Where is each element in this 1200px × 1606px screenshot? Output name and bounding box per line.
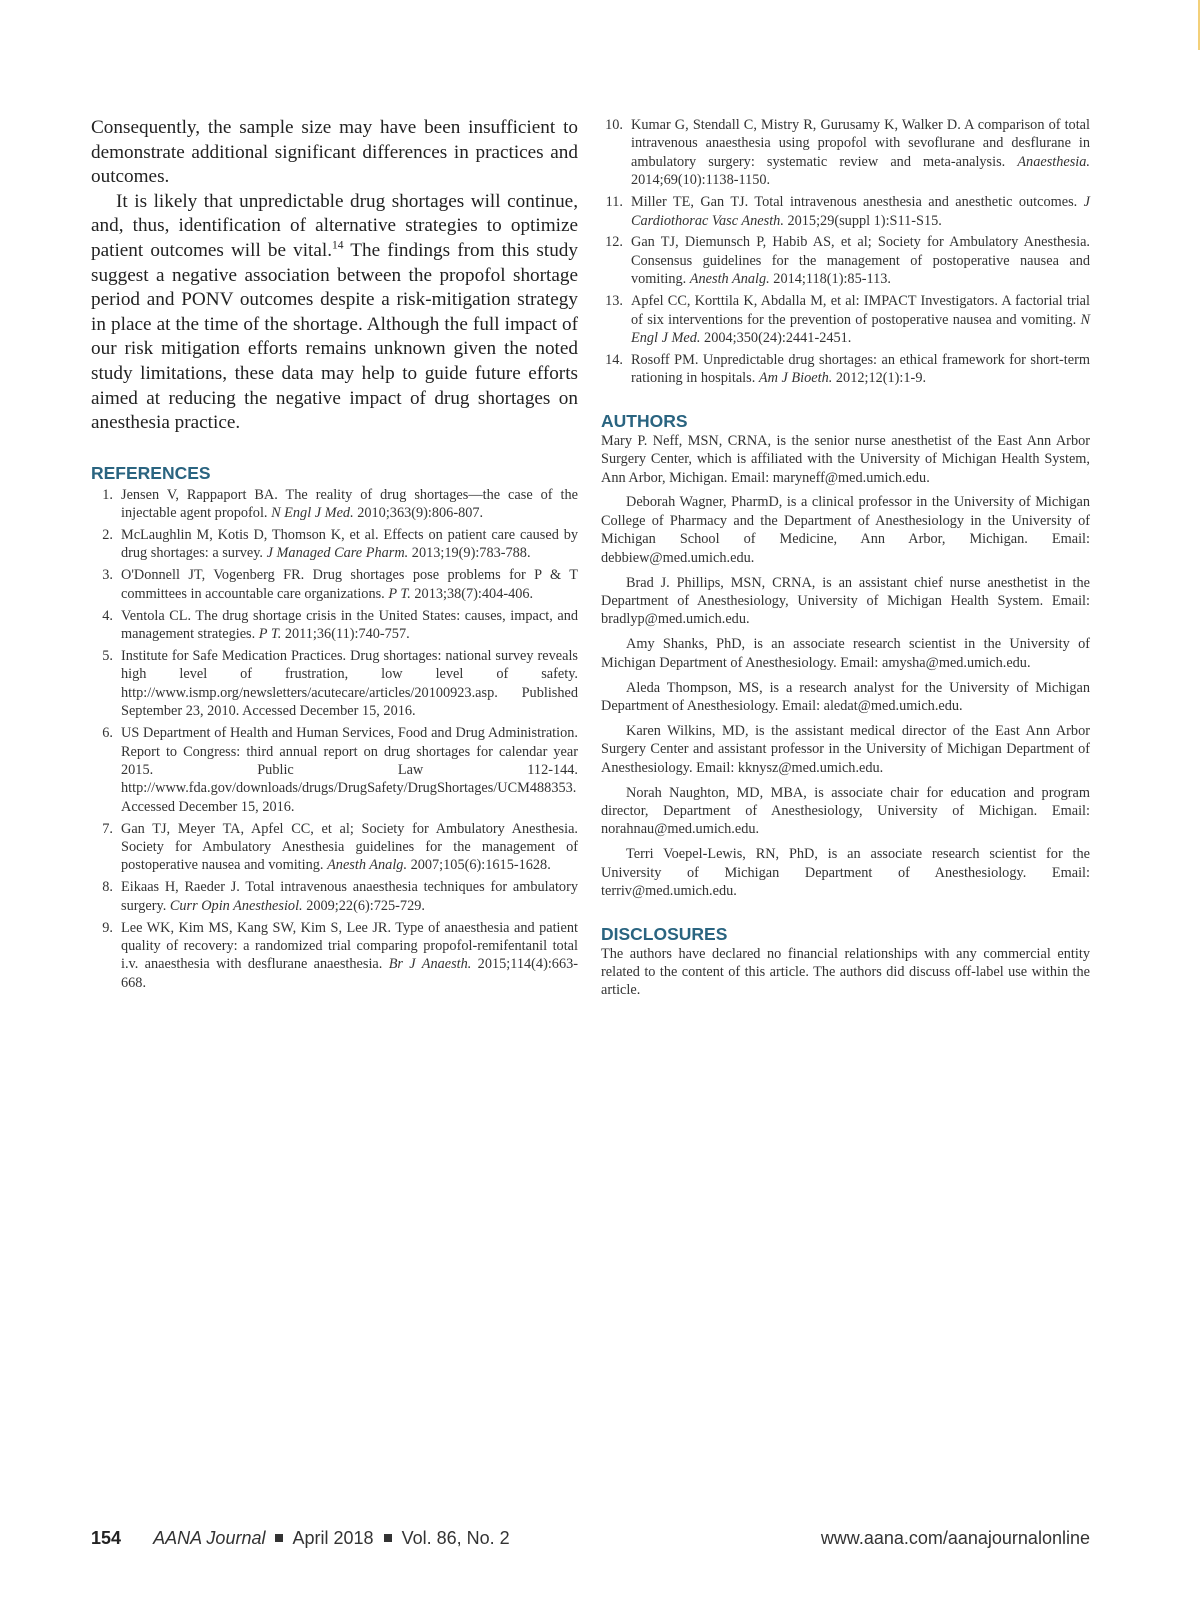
reference-text: Gan TJ, Diemunsch P, Habib AS, et al; Society for Ambulatory Anesthesia. Consensus guidelines for the management of postoperative nausea and vomiting.	[631, 234, 1090, 288]
reference-citation: 2009;22(6):725-729.	[302, 897, 425, 914]
reference-citation: 2007;105(6):1615-1628.	[407, 857, 551, 874]
reference-journal: P T.	[258, 626, 282, 643]
author-bio: Karen Wilkins, MD, is the assistant medical director of the East Ann Arbor Surgery Center and assistant professor in the University of Michigan Department of Anesthesiology. Email: kknysz@med.umich.edu.	[601, 722, 1090, 776]
reference-citation: 2011;36(11):740-757.	[281, 626, 410, 643]
reference-journal: N Engl J Med.	[271, 505, 354, 522]
reference-number: 12.	[605, 234, 623, 251]
disclosures-text: The authors have declared no financial relationships with any commercial entity related to the content of this article. The authors did discuss off-label use within the article.	[601, 945, 1090, 999]
reference-citation: 2013;19(9):783-788.	[408, 545, 531, 562]
separator-square-icon	[384, 1534, 392, 1542]
reference-number: 7.	[102, 820, 113, 837]
issue-date: April 2018	[292, 1528, 374, 1548]
author-bio: Brad J. Phillips, MSN, CRNA, is an assistant chief nurse anesthetist in the Department of Anesthesiology, University of Michigan Health System. Email: bradlyp@med.umich.edu.	[601, 574, 1090, 628]
right-column	[601, 116, 1090, 1000]
body-paragraph-1: Consequently, the sample size may have been insufficient to demonstrate additional significant differences in practices and outcomes.	[91, 117, 578, 188]
page-footer	[91, 1528, 1090, 1554]
reference-citation: 2012;12(1):1-9.	[832, 370, 927, 387]
author-bio: Terri Voepel-Lewis, RN, PhD, is an associate research scientist for the University of Michigan Department of Anesthesiology. Email: terriv@med.umich.edu.	[601, 846, 1090, 900]
page-number: 154	[91, 1528, 122, 1548]
reference-list-left	[91, 486, 578, 993]
author-bio: Deborah Wagner, PharmD, is a clinical professor in the University of Michigan College of Pharmacy and the Department of Anesthesiology in the University of Michigan School of Medicine, Ann Arbor, Michigan. Email: debbiew@med.umich.edu.	[601, 494, 1090, 566]
body-paragraph-2-start: It is likely that unpredictable drug shortages will continue, and, thus, identification of alternative strategies to optimize patient outcomes will be vital.	[91, 190, 578, 261]
reference-journal: Anesth Analg.	[327, 857, 408, 874]
reference-number: 10.	[605, 117, 623, 133]
authors-heading: AUTHORS	[601, 410, 688, 431]
reference-journal: Curr Opin Anesthesiol.	[169, 897, 303, 914]
reference-number: 2.	[102, 527, 113, 544]
journal-name: AANA Journal	[153, 1528, 266, 1548]
reference-item	[91, 486, 578, 523]
reference-citation: 2014;69(10):1138-1150.	[631, 172, 771, 189]
reference-text: Gan TJ, Meyer TA, Apfel CC, et al; Society for Ambulatory Anesthesia. Society for Ambulatory Anesthesia guidelines for the management of postoperative nausea and vomiting.	[121, 820, 578, 874]
reference-item	[91, 566, 578, 603]
volume-issue: Vol. 86, No. 2	[401, 1528, 510, 1548]
reference-number: 14.	[605, 351, 623, 368]
author-bio: Mary P. Neff, MSN, CRNA, is the senior nurse anesthetist of the East Ann Arbor Surgery Center, which is affiliated with the University of Michigan Health System, Ann Arbor, Michigan. Email: maryneff@med.umich.edu.	[601, 432, 1090, 486]
separator-square-icon	[275, 1534, 283, 1542]
author-bio: Norah Naughton, MD, MBA, is associate chair for education and program director, Department of Anesthesiology, University of Michigan. Email: norahnau@med.umich.edu.	[601, 784, 1090, 838]
reference-number: 3.	[102, 567, 113, 584]
citation-superscript: 14	[332, 239, 344, 252]
reference-item	[91, 820, 578, 875]
body-paragraph-2	[91, 190, 578, 436]
reference-journal: J Managed Care Pharm.	[266, 545, 409, 562]
reference-citation: 2004;350(24):2441-2451.	[700, 329, 852, 346]
author-bio: Aleda Thompson, MS, is a research analyst for the University of Michigan Department of Anesthesiology. Email: aledat@med.umich.edu.	[601, 679, 1090, 714]
reference-journal: J Cardiothorac Vasc Anesth.	[631, 194, 1090, 229]
reference-item	[91, 607, 578, 644]
author-bios	[601, 432, 1090, 901]
reference-journal: P T.	[388, 585, 411, 602]
reference-text: Eikaas H, Raeder J. Total intravenous anaesthesia techniques for ambulatory surgery.	[121, 879, 578, 914]
reference-item	[91, 919, 578, 993]
reference-journal: Am J Bioeth.	[758, 370, 833, 387]
reference-text: Institute for Safe Medication Practices. Drug shortages: national survey reveals high level of frustration, low level of safety. http://www.ismp.org/newsletters/acutecare/articles/20100923.asp. Published September 23, 2010. Accessed December 15, 2016.	[121, 647, 578, 720]
author-bio: Amy Shanks, PhD, is an associate research scientist in the University of Michigan Department of Anesthesiology. Email: amysha@med.umich.edu.	[601, 636, 1090, 671]
reference-text: Miller TE, Gan TJ. Total intravenous anesthesia and anesthetic outcomes.	[631, 194, 1084, 211]
reference-number: 8.	[102, 879, 113, 896]
reference-number: 1.	[102, 486, 113, 503]
reference-number: 4.	[102, 607, 113, 624]
reference-text: McLaughlin M, Kotis D, Thomson K, et al. Effects on patient care caused by drug shortages: a survey.	[121, 527, 578, 562]
reference-number: 6.	[102, 725, 113, 742]
reference-item	[601, 292, 1090, 347]
references-heading: REFERENCES	[91, 462, 211, 483]
left-column	[91, 116, 578, 996]
reference-item	[91, 526, 578, 563]
reference-item	[91, 724, 578, 816]
reference-text: Apfel CC, Korttila K, Abdalla M, et al: IMPACT Investigators. A factorial trial of six interventions for the prevention of postoperative nausea and vomiting.	[631, 293, 1090, 328]
reference-journal: Anaesthesia.	[1017, 153, 1090, 170]
reference-journal: Anesth Analg.	[689, 271, 770, 288]
reference-item	[601, 351, 1090, 388]
reference-text: Rosoff PM. Unpredictable drug shortages: an ethical framework for short-term rationing in hospitals.	[631, 351, 1090, 387]
reference-item	[601, 116, 1090, 190]
reference-citation: 2014;118(1):85-113.	[769, 271, 891, 288]
reference-text: Lee WK, Kim MS, Kang SW, Kim S, Lee JR. Type of anaesthesia and patient quality of recovery: a randomized trial comparing propofol-remifentanil total i.v. anaesthesia with desflurane anaesthesia.	[121, 919, 578, 973]
reference-citation: 2013;38(7):404-406.	[410, 585, 534, 602]
reference-citation: 2015;29(suppl 1):S11-S15.	[783, 212, 942, 229]
reference-text: O'Donnell JT, Vogenberg FR. Drug shortages pose problems for P & T committees in accountable care organizations.	[121, 567, 578, 602]
reference-item	[91, 647, 578, 721]
reference-number: 13.	[605, 293, 623, 310]
reference-item	[91, 878, 578, 915]
reference-text: Kumar G, Stendall C, Mistry R, Gurusamy K, Walker D. A comparison of total intravenous anaesthesia using propofol with sevoflurane and desflurane in ambulatory surgery: systematic review and meta-analysis.	[631, 117, 1090, 170]
reference-item	[601, 233, 1090, 288]
reference-text: Ventola CL. The drug shortage crisis in the United States: causes, impact, and management strategies.	[121, 607, 578, 643]
reference-journal: N Engl J Med.	[631, 311, 1090, 346]
journal-url-link[interactable]: www.aana.com/aanajournalonline	[820, 1528, 1090, 1548]
reference-number: 9.	[102, 919, 113, 936]
reference-journal: Br J Anaesth.	[388, 956, 472, 973]
reference-text: Jensen V, Rappaport BA. The reality of drug shortages—the case of the injectable agent propofol.	[121, 486, 578, 522]
reference-item	[601, 193, 1090, 230]
reference-citation: 2010;363(9):806-807.	[353, 505, 484, 522]
reference-list-right	[601, 116, 1090, 388]
reference-number: 5.	[102, 647, 113, 664]
reference-number: 11.	[605, 194, 623, 211]
disclosures-heading: DISCLOSURES	[601, 923, 728, 944]
reference-citation: 2015;114(4):663-668.	[121, 956, 579, 991]
body-paragraph-2-end: The findings from this study suggest a negative association between the propofol shortage period and PONV outcomes despite a risk-mitigation strategy in place at the time of the shortage. Although the full impact of our risk mitigation efforts remains unknown given the noted study limitations, these data may help to guide future efforts aimed at reducing the negative impact of drug shortages on anesthesia practice.	[91, 239, 578, 434]
reference-text: US Department of Health and Human Services, Food and Drug Administration. Report to Congress: third annual report on drug shortages for calendar year 2015. Public Law 112-144. http://www.fda.gov/downloads/drugs/DrugSafety/DrugShortages/UCM488353. Accessed December 15, 2016.	[121, 725, 578, 815]
